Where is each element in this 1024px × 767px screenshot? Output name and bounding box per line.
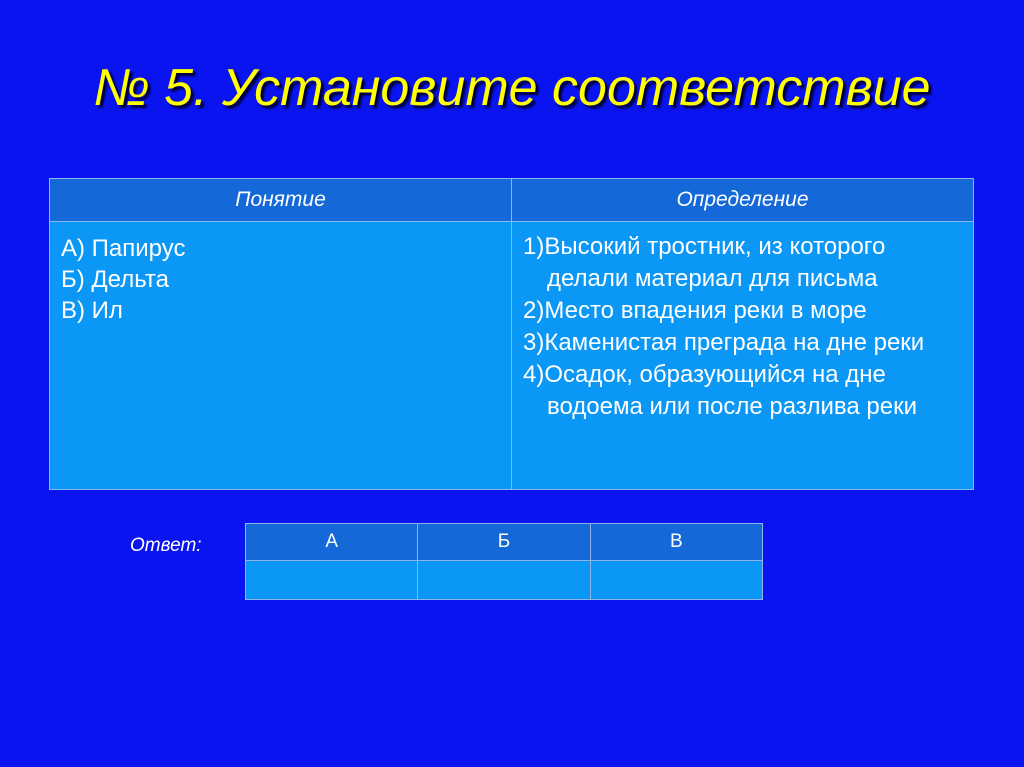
concept-item: Б) Дельта xyxy=(61,266,169,293)
definition-list xyxy=(513,223,972,423)
answer-header-v: В xyxy=(590,524,762,561)
concept-list xyxy=(51,223,510,326)
header-concept: Понятие xyxy=(50,179,512,222)
header-definition: Определение xyxy=(512,179,974,222)
definitions-cell xyxy=(512,222,974,490)
answer-header-a: А xyxy=(246,524,418,561)
answer-cell-b[interactable] xyxy=(418,561,590,600)
concepts-cell xyxy=(50,222,512,490)
answer-cell-v[interactable] xyxy=(590,561,762,600)
matching-table-body-row xyxy=(50,222,974,490)
answer-table xyxy=(245,523,763,600)
matching-table-header-row xyxy=(50,179,974,222)
definition-item: 3)Каменистая преграда на дне реки xyxy=(523,329,925,356)
answer-label: Ответ: xyxy=(130,535,202,556)
answer-cell-a[interactable] xyxy=(246,561,418,600)
concept-item: А) Папирус xyxy=(61,235,186,262)
definition-item: 2)Место впадения реки в море xyxy=(523,297,867,324)
concept-item: В) Ил xyxy=(61,297,123,324)
answer-input-row xyxy=(246,561,763,600)
slide-title: № 5. Установите соответствие xyxy=(93,59,931,117)
answer-header-b: Б xyxy=(418,524,590,561)
matching-table xyxy=(49,178,974,490)
answer-header-row xyxy=(246,524,763,561)
definition-item: 4)Осадок, образующийся на дне водоема или после разлива реки xyxy=(523,361,918,420)
definition-item: 1)Высокий тростник, из которого делали материал для письма xyxy=(523,233,886,292)
